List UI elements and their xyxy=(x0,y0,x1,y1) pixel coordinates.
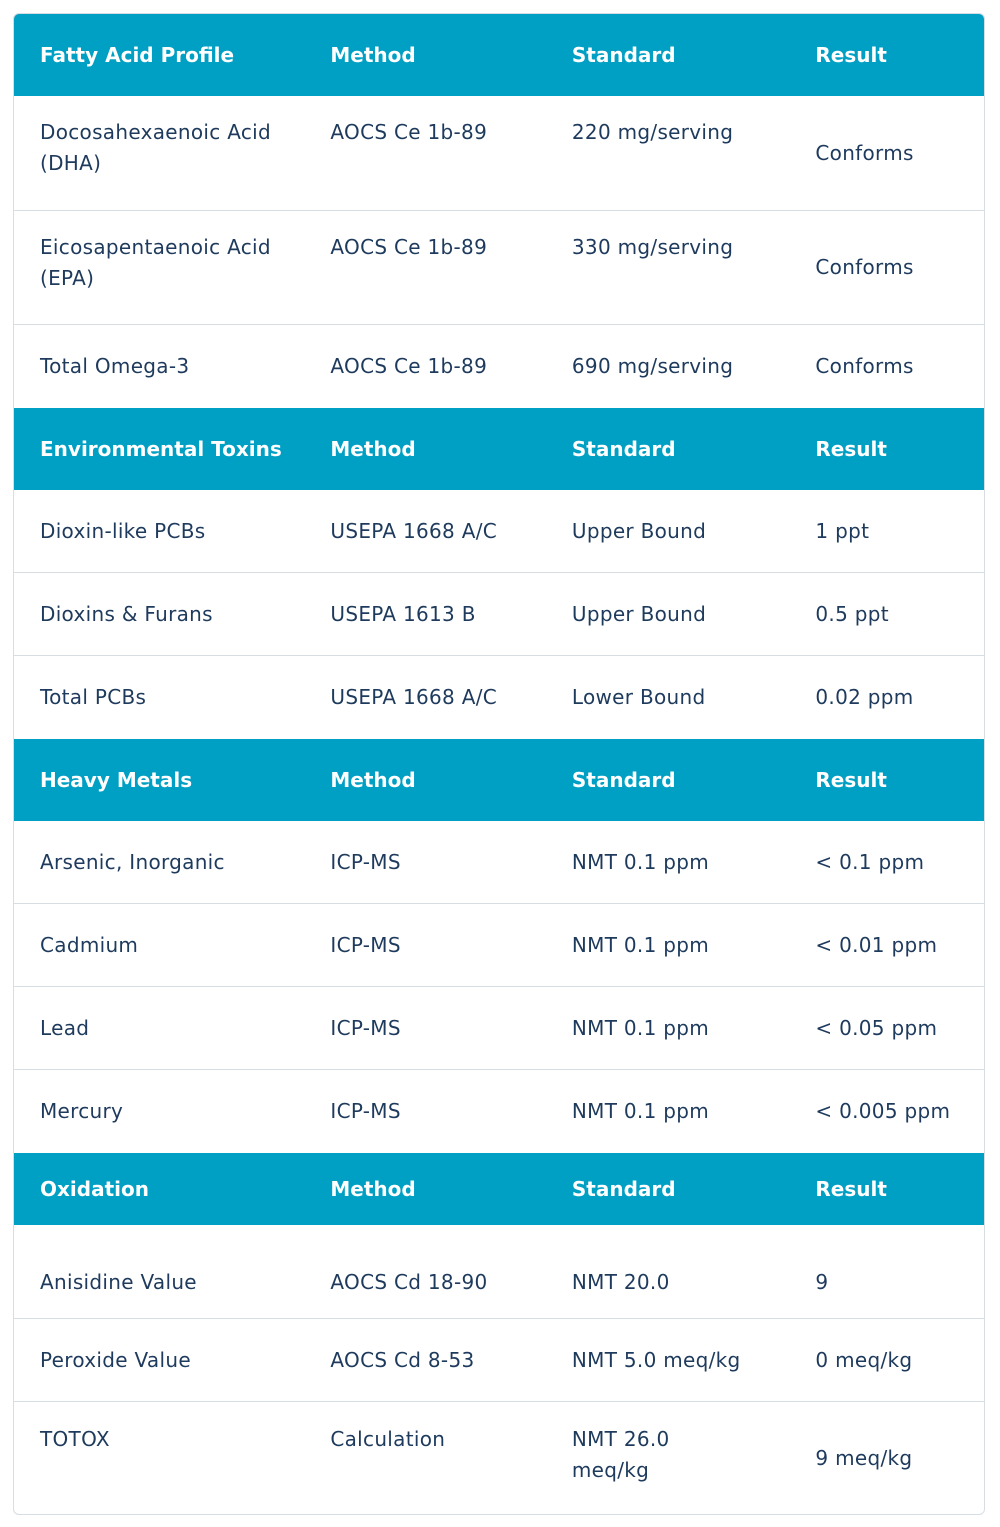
standard-value: 690 mg/serving xyxy=(571,354,734,378)
method-value: ICP-MS xyxy=(330,1099,401,1123)
table-row xyxy=(14,325,984,408)
table-row xyxy=(14,987,984,1070)
analyte-name: Docosahexaenoic Acid (DHA) xyxy=(40,120,271,175)
header-result: Result xyxy=(815,1176,887,1201)
analyte-name: Total Omega-3 xyxy=(40,354,190,378)
method-value: USEPA 1613 B xyxy=(330,601,476,626)
method-value: AOCS Ce 1b-89 xyxy=(330,120,488,144)
table-row xyxy=(14,904,984,987)
header-method: Method xyxy=(330,436,416,461)
table-row xyxy=(14,821,984,904)
result-value: 9 xyxy=(815,1269,829,1294)
header-category: Fatty Acid Profile xyxy=(40,42,235,67)
method-value: AOCS Cd 8-53 xyxy=(330,1347,475,1372)
result-value: Conforms xyxy=(815,140,914,165)
result-value: < 0.05 ppm xyxy=(815,1015,938,1040)
analyte-name: Arsenic, Inorganic xyxy=(40,849,225,874)
result-value: 1 ppt xyxy=(815,518,870,543)
header-category: Heavy Metals xyxy=(40,767,193,792)
standard-value: 330 mg/serving xyxy=(571,235,734,259)
header-standard: Standard xyxy=(571,767,676,792)
table-row xyxy=(14,1246,984,1319)
result-value: Conforms xyxy=(815,255,914,279)
section-header-environmental-toxins xyxy=(14,408,984,490)
header-category: Environmental Toxins xyxy=(40,436,282,461)
analyte-name: Anisidine Value xyxy=(40,1269,197,1294)
header-standard: Standard xyxy=(571,436,676,461)
analyte-name: Eicosapentaenoic Acid (EPA) xyxy=(40,235,271,290)
method-value: ICP-MS xyxy=(330,932,401,957)
method-value: USEPA 1668 A/C xyxy=(330,685,498,709)
method-value: Calculation xyxy=(330,1427,446,1451)
result-value: < 0.005 ppm xyxy=(815,1099,951,1123)
table-row xyxy=(14,1070,984,1153)
result-value: 9 meq/kg xyxy=(815,1445,913,1470)
standard-value: 220 mg/serving xyxy=(571,120,734,144)
standard-value: NMT 0.1 ppm xyxy=(571,932,710,957)
standard-value: NMT 5.0 meq/kg xyxy=(571,1347,741,1372)
header-result: Result xyxy=(815,42,887,67)
standard-value: NMT 26.0 meq/kg xyxy=(571,1427,670,1482)
analyte-name: TOTOX xyxy=(40,1427,110,1451)
standard-value: NMT 20.0 xyxy=(571,1269,670,1294)
analyte-name: Lead xyxy=(40,1015,90,1040)
table-row xyxy=(14,490,984,573)
header-method: Method xyxy=(330,42,416,67)
header-method: Method xyxy=(330,767,416,792)
analyte-name: Cadmium xyxy=(40,932,139,957)
table-row xyxy=(14,573,984,656)
header-standard: Standard xyxy=(571,42,676,67)
standard-value: NMT 0.1 ppm xyxy=(571,1099,710,1123)
analyte-name: Mercury xyxy=(40,1099,124,1123)
method-value: AOCS Ce 1b-89 xyxy=(330,235,488,259)
method-value: USEPA 1668 A/C xyxy=(330,518,498,543)
analyte-name: Dioxins & Furans xyxy=(40,601,213,626)
header-standard: Standard xyxy=(571,1176,676,1201)
analyte-name: Peroxide Value xyxy=(40,1347,191,1372)
result-value: < 0.1 ppm xyxy=(815,849,925,874)
header-category: Oxidation xyxy=(40,1176,149,1201)
standard-value: Upper Bound xyxy=(571,601,707,626)
header-method: Method xyxy=(330,1176,416,1201)
result-value: 0 meq/kg xyxy=(815,1347,913,1372)
method-value: AOCS Ce 1b-89 xyxy=(330,354,488,378)
standard-value: Lower Bound xyxy=(571,685,706,709)
analyte-name: Dioxin-like PCBs xyxy=(40,518,206,543)
result-value: 0.5 ppt xyxy=(815,601,889,626)
section-gap xyxy=(14,1225,984,1246)
method-value: AOCS Cd 18-90 xyxy=(330,1269,488,1294)
standard-value: NMT 0.1 ppm xyxy=(571,1015,710,1040)
method-value: ICP-MS xyxy=(330,1015,401,1040)
result-value: 0.02 ppm xyxy=(815,685,914,709)
method-value: ICP-MS xyxy=(330,849,401,874)
table-row xyxy=(14,1319,984,1402)
section-header-oxidation xyxy=(14,1153,984,1225)
table-row xyxy=(14,656,984,739)
result-value: Conforms xyxy=(815,354,914,378)
result-value: < 0.01 ppm xyxy=(815,932,938,957)
section-header-heavy-metals xyxy=(14,739,984,821)
standard-value: Upper Bound xyxy=(571,518,707,543)
analyte-name: Total PCBs xyxy=(40,685,147,709)
header-result: Result xyxy=(815,767,887,792)
table-row xyxy=(14,1402,984,1514)
lab-results-table xyxy=(13,13,985,1515)
standard-value: NMT 0.1 ppm xyxy=(571,849,710,874)
table-row xyxy=(14,211,984,325)
header-result: Result xyxy=(815,436,887,461)
section-header-fatty-acid xyxy=(14,14,984,96)
table-row xyxy=(14,96,984,211)
